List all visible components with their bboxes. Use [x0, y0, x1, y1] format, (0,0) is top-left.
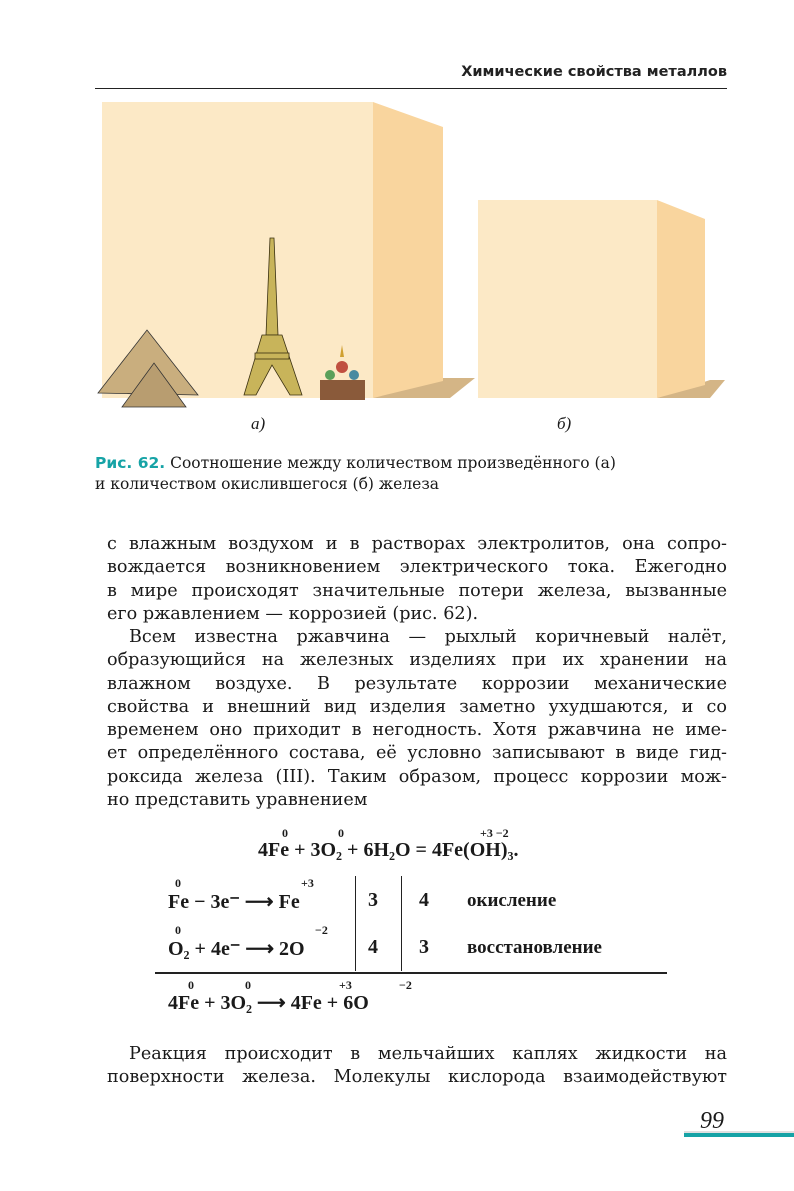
- paragraph-3: [107, 1043, 727, 1090]
- figure-caption: [95, 453, 695, 495]
- text-line: свойства и внешний вид изделия заметно ухудшаются, и со: [107, 696, 727, 717]
- header-rule: [95, 88, 727, 89]
- coefficient: 4: [419, 889, 429, 911]
- text-line: ет определённого состава, её условно записывают в виде гид-: [107, 743, 727, 764]
- paragraph-2: [107, 626, 727, 812]
- page-number: 99: [700, 1108, 724, 1134]
- oxidation-state: −2: [315, 923, 328, 937]
- corrosion-equation: [258, 826, 598, 866]
- paragraph-1: [107, 533, 727, 626]
- oxidation-state: 0: [175, 876, 181, 890]
- text-line: в мире происходят значительные потери железа, вызванные: [107, 580, 727, 601]
- electron-balance: [155, 876, 667, 1016]
- oxidation-state: 0: [188, 978, 194, 992]
- coefficient: 3: [419, 936, 429, 958]
- oxidation-state: +3: [301, 876, 314, 890]
- equation-text: 4Fe + 3O₂ + 6H₂O = 4Fe(OH)₃.: [258, 839, 519, 861]
- running-header: Химические свойства металлов: [461, 64, 727, 80]
- oxidation-state: +3 −2: [480, 826, 509, 840]
- text-line: роксида железа (III). Таким образом, процесс коррозии мож-: [107, 766, 727, 787]
- half-reaction-reduction: O₂ + 4e⁻ ⟶ 2O: [168, 938, 305, 960]
- text-line: образующийся на железных изделиях при их хранении на: [107, 650, 727, 671]
- text-line: влажном воздухе. В результате коррозии механические: [107, 673, 727, 694]
- caption-text: Соотношение между количеством произведённого (а): [170, 454, 616, 472]
- sum-rule: [155, 972, 667, 974]
- divider: [401, 876, 402, 971]
- oxidation-state: 0: [282, 826, 288, 840]
- summary-equation: 4Fe + 3O₂ ⟶ 4Fe + 6O: [168, 992, 369, 1014]
- caption-text-2: и количеством окислившегося (б) железа: [95, 475, 440, 493]
- electrons-count: 3: [368, 889, 378, 911]
- text-line: с влажным воздухом и в растворах электролитов, она сопро-: [107, 534, 727, 554]
- text-line: Реакция происходит в мельчайших каплях жидкости на: [129, 1044, 727, 1064]
- text-line: временем оно приходит в негодность. Хотя ржавчина не име-: [107, 720, 727, 741]
- divider: [355, 876, 356, 971]
- process-label: восстановление: [467, 937, 602, 958]
- figure-label-a: а): [251, 414, 266, 433]
- text-line: но представить уравнением: [107, 790, 368, 811]
- oxidation-state: +3: [339, 978, 352, 992]
- oxidation-state: 0: [338, 826, 344, 840]
- box-oxidized-iron: [478, 200, 725, 398]
- caption-number: Рис. 62.: [95, 454, 166, 472]
- electrons-count: 4: [368, 936, 378, 958]
- text-line: поверхности железа. Молекулы кислорода взаимодействуют: [107, 1067, 727, 1088]
- oxidation-state: 0: [245, 978, 251, 992]
- oxidation-state: −2: [399, 978, 412, 992]
- text-line: Всем известна ржавчина — рыхлый коричневый налёт,: [129, 627, 727, 647]
- figure-label-b: б): [557, 414, 572, 433]
- figure-illustration: [90, 95, 740, 415]
- text-line: его ржавлением — коррозией (рис. 62).: [107, 603, 479, 624]
- process-label: окисление: [467, 890, 557, 911]
- oxidation-state: 0: [175, 923, 181, 937]
- text-line: вождается возникновением электрического тока. Ежегодно: [107, 557, 727, 578]
- half-reaction-oxidation: Fe − 3e⁻ ⟶ Fe: [168, 891, 300, 913]
